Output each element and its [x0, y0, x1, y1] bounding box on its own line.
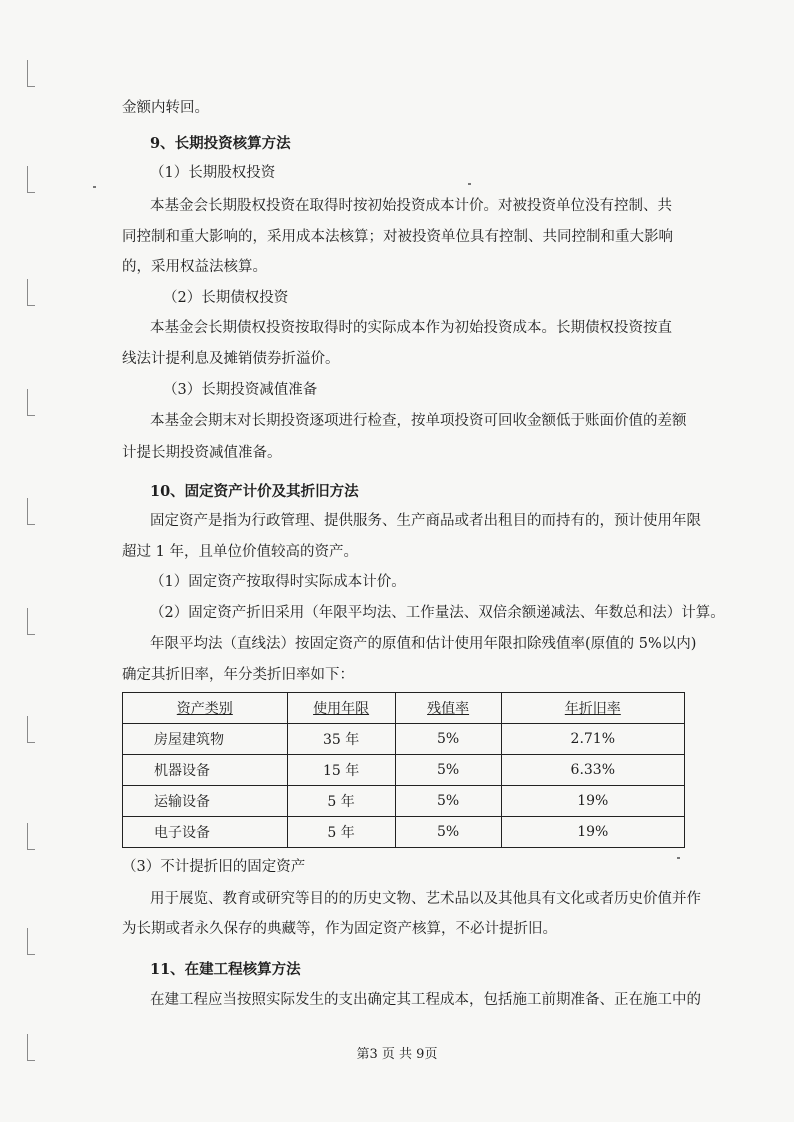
binding-mark — [27, 60, 35, 87]
binding-mark — [27, 279, 35, 306]
useful-life-cell: 5 年 — [287, 786, 395, 817]
asset-category-cell: 机器设备 — [123, 755, 288, 786]
annual-depreciation-rate-cell: 19% — [501, 817, 684, 848]
useful-life-cell: 35 年 — [287, 724, 395, 755]
residual-rate-cell: 5% — [395, 786, 501, 817]
table-header-row — [123, 693, 685, 724]
binding-mark — [27, 498, 35, 525]
residual-rate-cell: 5% — [395, 724, 501, 755]
subsection-heading: （3）不计提折旧的固定资产 — [122, 859, 306, 875]
subsection-heading: （1）长期股权投资 — [150, 165, 276, 181]
binding-mark — [27, 928, 35, 955]
paragraph-line: 用于展览、教育或研究等目的的历史文物、艺术品以及其他具有文化或者历史价值并作 — [150, 891, 701, 907]
binding-mark — [27, 608, 35, 635]
table-row — [123, 817, 685, 848]
residual-rate-cell: 5% — [395, 755, 501, 786]
section-heading: 11、在建工程核算方法 — [150, 961, 301, 978]
paragraph-line: （2）固定资产折旧采用（年限平均法、工作量法、双倍余额递减法、年数总和法）计算。 — [150, 605, 725, 621]
paragraph-line: 同控制和重大影响的，采用成本法核算；对被投资单位具有控制、共同控制和重大影响 — [122, 229, 673, 245]
scan-speck — [93, 186, 96, 188]
useful-life-cell: 15 年 — [287, 755, 395, 786]
asset-category-cell: 房屋建筑物 — [123, 724, 288, 755]
paragraph-line: 的，采用权益法核算。 — [122, 259, 267, 275]
table-row — [123, 724, 685, 755]
scan-speck — [468, 183, 471, 185]
table-header-cell: 残值率 — [395, 693, 501, 724]
table-header-cell: 使用年限 — [287, 693, 395, 724]
residual-rate-cell: 5% — [395, 817, 501, 848]
binding-mark — [27, 823, 35, 850]
table-header-cell: 资产类别 — [123, 693, 288, 724]
page-number-footer: 第3 页 共 9页 — [356, 1047, 438, 1062]
paragraph-line: 固定资产是指为行政管理、提供服务、生产商品或者出租目的而持有的，预计使用年限 — [150, 513, 701, 529]
binding-mark — [27, 716, 35, 743]
paragraph-line: （1）固定资产按取得时实际成本计价。 — [150, 574, 406, 590]
annual-depreciation-rate-cell: 6.33% — [501, 755, 684, 786]
section-heading: 9、长期投资核算方法 — [150, 135, 291, 152]
depreciation-rate-table — [122, 692, 685, 848]
section-heading: 10、固定资产计价及其折旧方法 — [150, 483, 359, 500]
binding-mark — [27, 166, 35, 193]
subsection-heading: （2）长期债权投资 — [163, 290, 289, 306]
paragraph-line: 线法计提利息及摊销债券折溢价。 — [122, 351, 340, 367]
useful-life-cell: 5 年 — [287, 817, 395, 848]
paragraph-line: 金额内转回。 — [122, 100, 209, 116]
table-row — [123, 786, 685, 817]
paragraph-line: 在建工程应当按照实际发生的支出确定其工程成本，包括施工前期准备、正在施工中的 — [150, 992, 701, 1008]
paragraph-line: 确定其折旧率，年分类折旧率如下： — [122, 667, 354, 683]
table-header-cell: 年折旧率 — [501, 693, 684, 724]
paragraph-line: 为长期或者永久保存的典藏等，作为固定资产核算，不必计提折旧。 — [122, 921, 557, 937]
binding-mark — [27, 389, 35, 416]
paragraph-line: 超过 1 年，且单位价值较高的资产。 — [122, 544, 358, 560]
asset-category-cell: 电子设备 — [123, 817, 288, 848]
paragraph-line: 本基金会期末对长期投资逐项进行检查，按单项投资可回收金额低于账面价值的差额 — [150, 413, 687, 429]
paragraph-line: 计提长期投资减值准备。 — [122, 445, 282, 461]
paragraph-line: 本基金会长期债权投资按取得时的实际成本作为初始投资成本。长期债权投资按直 — [150, 320, 672, 336]
paragraph-line: 年限平均法（直线法）按固定资产的原值和估计使用年限扣除残值率(原值的 5%以内) — [150, 636, 697, 652]
subsection-heading: （3）长期投资减值准备 — [163, 382, 318, 398]
paragraph-line: 本基金会长期股权投资在取得时按初始投资成本计价。对被投资单位没有控制、共 — [150, 198, 672, 214]
annual-depreciation-rate-cell: 19% — [501, 786, 684, 817]
annual-depreciation-rate-cell: 2.71% — [501, 724, 684, 755]
asset-category-cell: 运输设备 — [123, 786, 288, 817]
table-row — [123, 755, 685, 786]
